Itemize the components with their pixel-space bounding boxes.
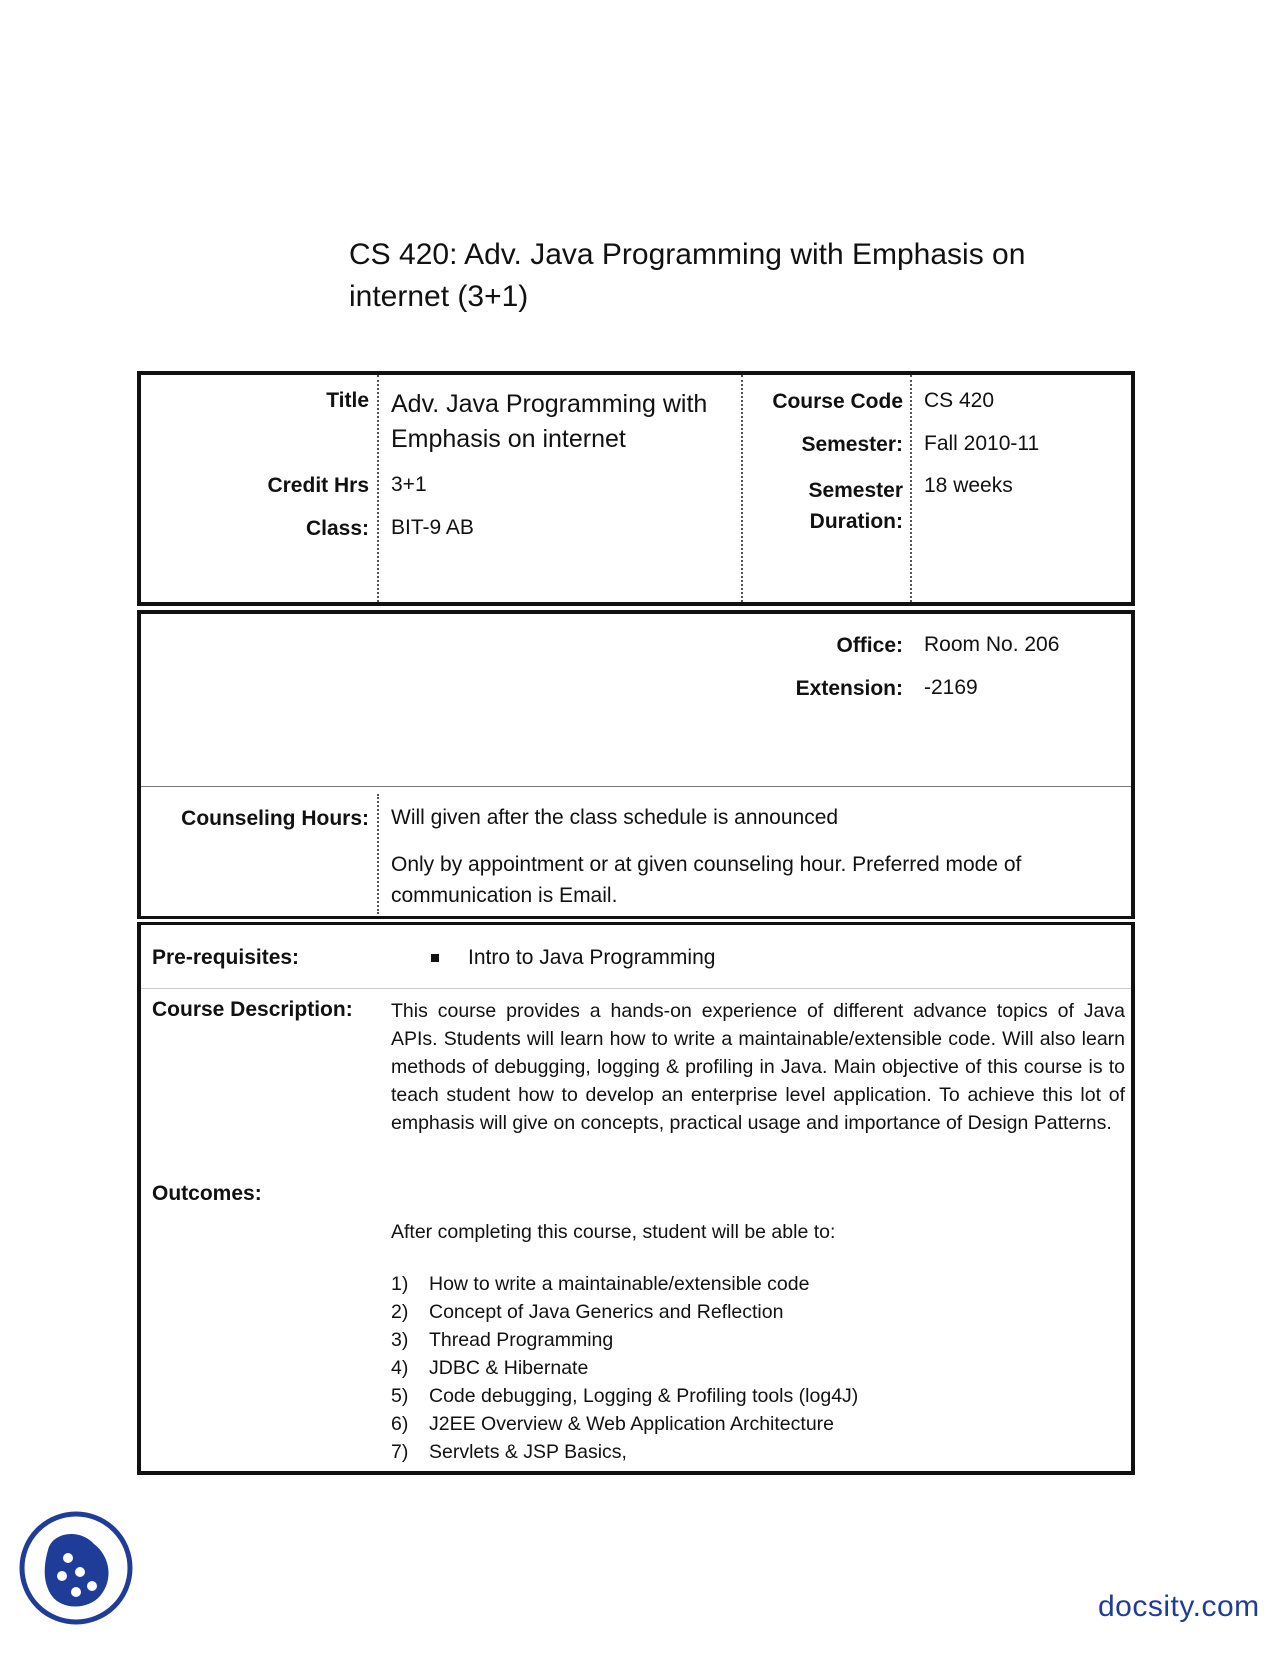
course-description-text: This course provides a hands-on experience of different advance topics of Java APIs. Students will learn how to write a maintainable/extensible code. Will also learn methods of debugging, logging & profiling in Java. Main objective of this course is to teach student how to develop an enterprise level application. To achieve this lot of emphasis will give on concepts, practical usage and importance of Design Patterns.: [391, 1000, 1125, 1134]
extension-value: -2169: [924, 676, 978, 699]
docsity-brand-link[interactable]: docsity.com: [1098, 1590, 1260, 1623]
office-label: Office:: [836, 634, 903, 657]
prerequisite-item: Intro to Java Programming: [431, 946, 715, 970]
office-value: Room No. 206: [924, 633, 1060, 656]
list-item: 1) How to write a maintainable/extensible code: [391, 1273, 810, 1295]
counseling-note: Only by appointment or at given counseling hour. Preferred mode of communication is Email.: [391, 853, 1022, 907]
course-code-label: Course Code: [772, 390, 903, 413]
outcomes-label: Outcomes:: [152, 1182, 262, 1205]
course-info-table: [137, 371, 1135, 606]
column-divider: [741, 375, 743, 602]
course-description-label: Course Description:: [152, 998, 353, 1021]
list-item: 5) Code debugging, Logging & Profiling tools (log4J): [391, 1385, 859, 1407]
row-divider: [141, 786, 1131, 787]
title-value: Adv. Java Programming with Emphasis on internet: [391, 390, 708, 453]
document-title: CS 420: Adv. Java Programming with Emphasis on internet (3+1): [349, 238, 1026, 313]
counseling-hours-value: Will given after the class schedule is announced: [391, 806, 839, 829]
semester-duration-label: Semester Duration:: [808, 479, 903, 533]
list-item: 4) JDBC & Hibernate: [391, 1357, 589, 1379]
class-label: Class:: [305, 517, 369, 540]
list-item: 7) Servlets & JSP Basics,: [391, 1441, 627, 1463]
column-divider: [377, 794, 379, 914]
title-label: Title: [326, 389, 369, 412]
extension-label: Extension:: [795, 677, 903, 700]
semester-value: Fall 2010-11: [924, 432, 1040, 455]
list-item: 6) J2EE Overview & Web Application Architecture: [391, 1413, 834, 1435]
contact-table: [137, 610, 1135, 919]
semester-label: Semester:: [801, 433, 903, 456]
semester-duration-value: 18 weeks: [924, 474, 1013, 497]
outcomes-intro: After completing this course, student will be able to:: [391, 1221, 836, 1243]
counseling-hours-label: Counseling Hours:: [181, 807, 369, 830]
outcomes-list: [391, 1270, 1125, 1466]
course-code-value: CS 420: [924, 389, 995, 412]
column-divider: [377, 375, 379, 602]
prerequisites-label: Pre-requisites:: [152, 946, 300, 969]
list-item: 2) Concept of Java Generics and Reflection: [391, 1301, 784, 1323]
bullet-icon: [431, 954, 439, 962]
credit-hrs-value: 3+1: [391, 473, 427, 496]
docsity-logo-icon[interactable]: [18, 1510, 134, 1626]
column-divider: [910, 375, 912, 602]
row-divider: [141, 988, 1131, 989]
list-item: 3) Thread Programming: [391, 1329, 614, 1351]
class-value: BIT-9 AB: [391, 516, 474, 539]
credit-hrs-label: Credit Hrs: [267, 474, 369, 497]
course-details-table: [137, 922, 1135, 1475]
